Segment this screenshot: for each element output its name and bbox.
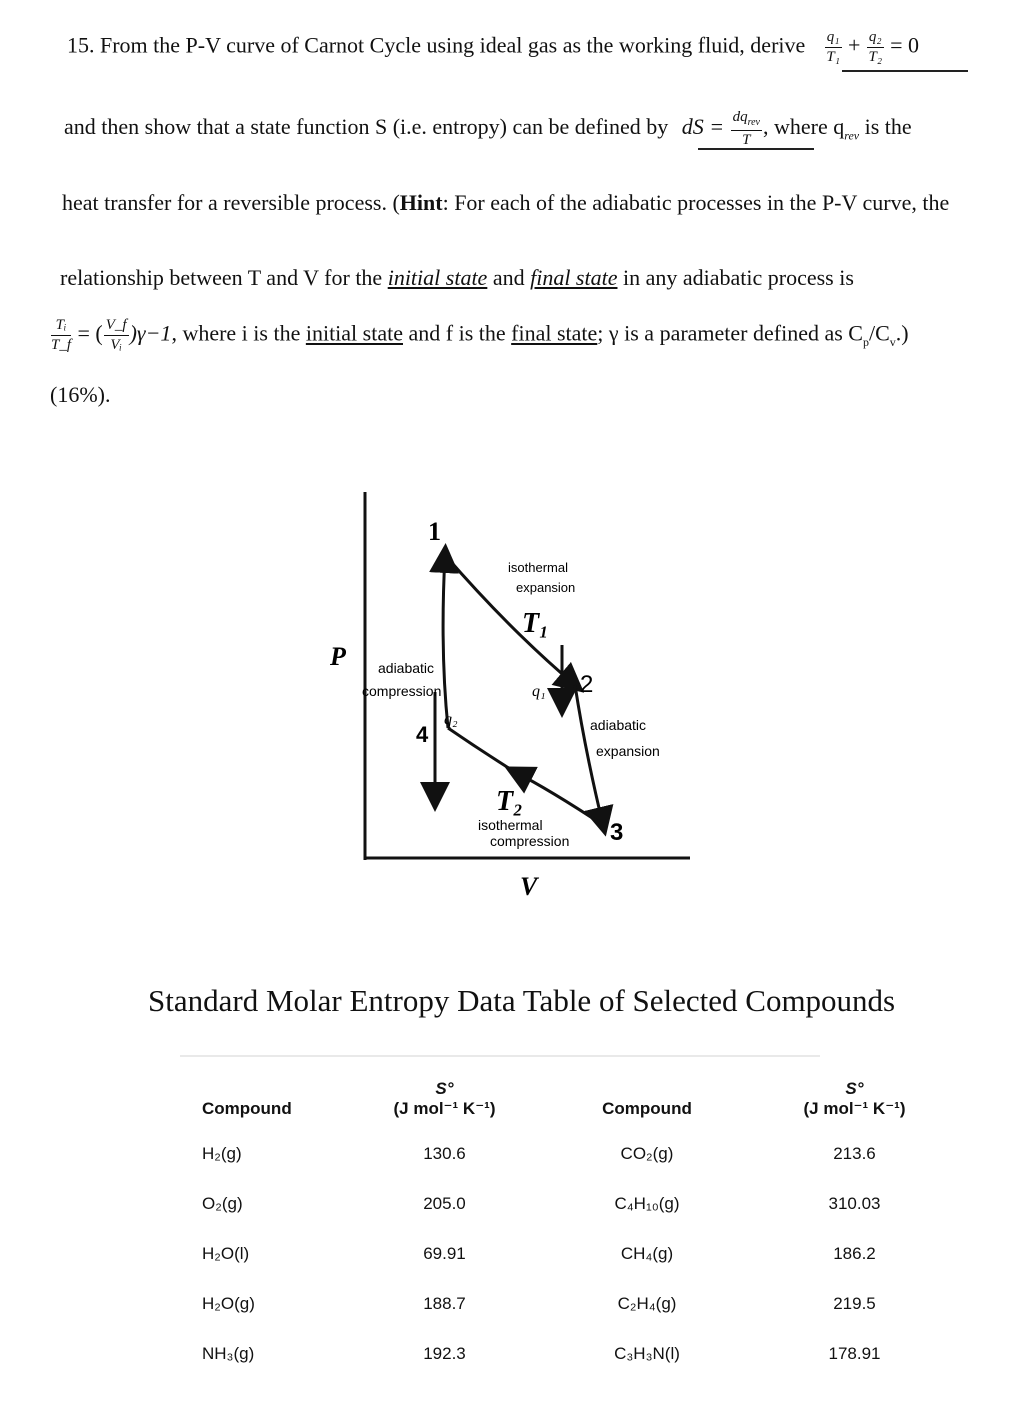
compound-cell: H₂O(l) (202, 1244, 250, 1263)
fraction-q1-t1: $\frac{\text{q₁}}{\text{T₁}}$ (826, 29, 840, 65)
question-line-1: 15. From the P-V curve of Carnot Cycle using ideal gas as the working fluid, derive $\frac{\text{q₁}}{\text{T₁}}$ + $\frac{\text{q₂}}{\text{T₂}}$ = 0 (67, 29, 920, 65)
compound-cell: NH₃(g) (202, 1344, 255, 1363)
question-line-4: relationship between T and V for the initial state and final state in any adiabatic process is (60, 265, 854, 290)
isothermal-expansion-label-2: expansion (516, 580, 576, 595)
adiabatic-compression-label-2: compression (362, 683, 442, 699)
compound-cell: H₂(g) (202, 1144, 242, 1163)
entropy-cell: 219.5 (833, 1294, 876, 1313)
entropy-cell: 69.91 (423, 1244, 466, 1263)
table-header-row (180, 1055, 962, 1129)
table-row (180, 1329, 962, 1379)
header-entropy-1: S° (J mol⁻¹ K⁻¹) (393, 1079, 496, 1118)
question-text-1: 15. From the P-V curve of Carnot Cycle using ideal gas as the working fluid, derive (67, 32, 806, 58)
question-line-2: and then show that a state function S (i.e. entropy) can be defined by dS = $\frac{dq_{rev}}{T}$ , where $q_{rev}$ is the (64, 109, 912, 148)
header-compound-2: Compound (602, 1099, 692, 1118)
point-3-label: 3 (610, 819, 624, 846)
question-weight: (16%). (50, 382, 111, 407)
entropy-cell: 213.6 (833, 1144, 876, 1163)
table-title: Standard Molar Entropy Data Table of Selected Compounds (148, 983, 896, 1018)
carnot-pv-diagram (300, 480, 720, 910)
table-row (180, 1229, 962, 1279)
point-1-label: 1 (428, 517, 441, 546)
fraction-q2-t2: $\frac{\text{q₂}}{\text{T₂}}$ (868, 29, 883, 65)
point-4-label: 4 (416, 722, 429, 747)
question-line-3: heat transfer for a reversible process. (Hint: For each of the adiabatic processes in the P-V curve, the (62, 190, 950, 215)
isothermal-compression-label-2: compression (490, 833, 570, 849)
v-axis-label: V (520, 872, 538, 901)
compound-cell: CO₂(g) (620, 1144, 674, 1163)
compound-cell: H₂O(g) (202, 1294, 255, 1313)
q1-label: q₁ (532, 683, 546, 700)
compound-cell: O₂(g) (202, 1194, 243, 1213)
fraction-vf-vi: $\frac{V\_f}{\text{Vᵢ}}$ (105, 317, 127, 353)
point-2-label: 2 (580, 671, 594, 698)
entropy-cell: 310.03 (828, 1194, 881, 1213)
fraction-dqrev-t: $\frac{dq_{rev}}{T}$ (732, 109, 760, 148)
isothermal-compression-label-1: isothermal (478, 817, 543, 833)
adiabatic-compression-label-1: adiabatic (378, 660, 435, 676)
entropy-cell: 192.3 (423, 1344, 466, 1363)
entropy-table (180, 1055, 962, 1379)
q2-label: q₂ (444, 711, 458, 728)
isothermal-expansion-label-1: isothermal (508, 560, 568, 575)
compound-cell: C₂H₄(g) (617, 1294, 677, 1313)
entropy-cell: 178.91 (828, 1344, 881, 1363)
table-row (180, 1179, 962, 1229)
isothermal-compression-curve-end (448, 728, 515, 772)
entropy-cell: 186.2 (833, 1244, 876, 1263)
adiabatic-compression-curve (443, 555, 448, 728)
t1-label: T₁ (522, 608, 549, 639)
question-line-5: $\frac{\text{Tᵢ}}{T\_f}$ = ( $\frac{V\_f}{\text{Vᵢ}}$ )γ−1, where i is the initial state and f is the final state; γ is a parameter defined as $C_p/C_v$.) (51, 317, 909, 353)
adiabatic-expansion-label-2: expansion (596, 743, 660, 759)
equation-underline-2 (698, 148, 814, 150)
adiabatic-expansion-label-1: adiabatic (590, 717, 647, 733)
header-entropy-2: S° (J mol⁻¹ K⁻¹) (803, 1079, 906, 1118)
compound-cell: C₃H₃N(l) (614, 1344, 680, 1363)
equation-underline-1 (842, 70, 968, 72)
entropy-cell: 188.7 (423, 1294, 466, 1313)
p-axis-label: P (330, 642, 346, 671)
header-compound-1: Compound (202, 1099, 292, 1118)
t2-label: T₂ (496, 786, 523, 817)
compound-cell: C₄H₁₀(g) (614, 1194, 680, 1213)
table-row (180, 1279, 962, 1329)
fraction-ti-tf: $\frac{\text{Tᵢ}}{T\_f}$ (51, 317, 72, 353)
compound-cell: CH₄(g) (620, 1244, 674, 1263)
table-row (180, 1129, 962, 1179)
entropy-cell: 130.6 (423, 1144, 466, 1163)
entropy-cell: 205.0 (423, 1194, 466, 1213)
